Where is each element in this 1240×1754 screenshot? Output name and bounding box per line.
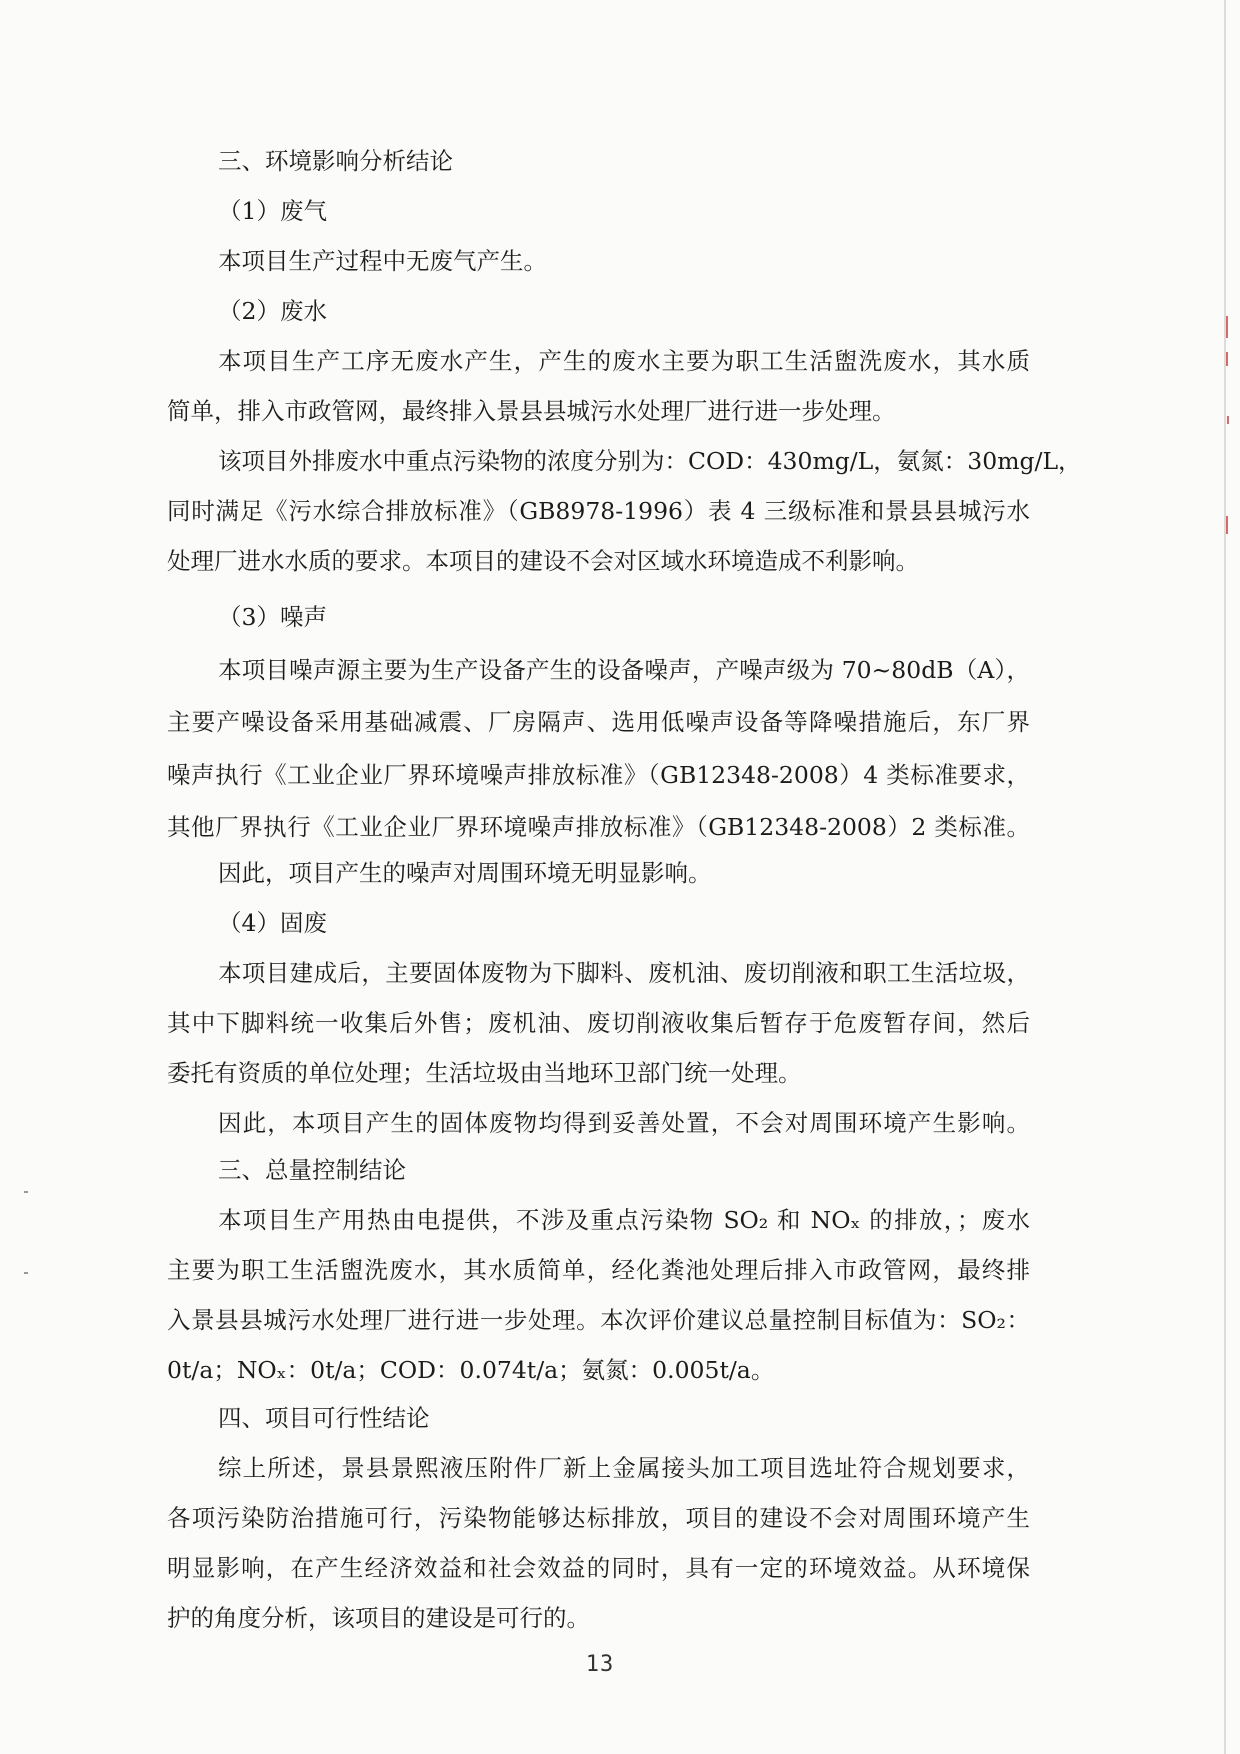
paragraph-line: 主要为职工生活盥洗废水，其水质简单，经化粪池处理后排入市政管网，最终排: [167, 1256, 1030, 1284]
subheading-noise: （3）噪声: [218, 603, 327, 631]
scan-edge: [1224, 0, 1226, 1754]
page-number: 13: [585, 1652, 615, 1677]
scan-mark: [1226, 352, 1228, 366]
section-heading-feasibility: 四、项目可行性结论: [218, 1404, 430, 1432]
paragraph-line: 该项目外排废水中重点污染物的浓度分别为：COD：430mg/L，氨氮：30mg/L，: [218, 447, 1082, 475]
paragraph-line: 本项目生产用热由电提供，不涉及重点污染物 SO₂ 和 NOₓ 的排放，；废水: [218, 1206, 1030, 1234]
scan-mark: [1227, 416, 1229, 424]
paragraph-line: 主要产噪设备采用基础减震、厂房隔声、选用低噪声设备等降噪措施后，东厂界: [167, 708, 1030, 736]
paragraph-line: 其中下脚料统一收集后外售；废机油、废切削液收集后暂存于危废暂存间，然后: [167, 1009, 1030, 1037]
paragraph-line: 委托有资质的单位处理；生活垃圾由当地环卫部门统一处理。: [167, 1059, 802, 1087]
paragraph-line: 因此，项目产生的噪声对周围环境无明显影响。: [218, 859, 712, 887]
section-heading-total-control: 三、总量控制结论: [218, 1156, 406, 1184]
paragraph-line: 0t/a；NOₓ：0t/a；COD：0.074t/a；氨氮：0.005t/a。: [167, 1356, 775, 1384]
paragraph-line: 明显影响，在产生经济效益和社会效益的同时，具有一定的环境效益。从环境保: [167, 1554, 1030, 1582]
paragraph-line: 因此，本项目产生的固体废物均得到妥善处置，不会对周围环境产生影响。: [218, 1109, 1030, 1137]
paragraph-line: 简单，排入市政管网，最终排入景县县城污水处理厂进行进一步处理。: [167, 397, 896, 425]
subheading-waste-gas: （1）废气: [218, 197, 327, 225]
paragraph-line: 噪声执行《工业企业厂界环境噪声排放标准》（GB12348-2008）4 类标准要求，: [167, 761, 1030, 789]
paragraph-line: 各项污染防治措施可行，污染物能够达标排放，项目的建设不会对周围环境产生: [167, 1504, 1030, 1532]
section-heading-impact: 三、环境影响分析结论: [218, 147, 453, 175]
paragraph-line: 同时满足《污水综合排放标准》（GB8978-1996）表 4 三级标准和景县县城污水: [167, 497, 1030, 525]
paragraph-line: 本项目生产过程中无废气产生。: [218, 247, 547, 275]
paragraph-line: 护的角度分析，该项目的建设是可行的。: [167, 1604, 590, 1632]
paragraph-line: 本项目建成后，主要固体废物为下脚料、废机油、废切削液和职工生活垃圾，: [218, 959, 1030, 987]
scan-speck: [24, 1191, 28, 1193]
scan-mark: [1226, 316, 1228, 338]
scan-speck: [24, 1272, 28, 1274]
subheading-solid-waste: （4）固废: [218, 909, 327, 937]
paragraph-line: 其他厂界执行《工业企业厂界环境噪声排放标准》（GB12348-2008）2 类标准。: [167, 813, 1030, 841]
scan-mark: [1226, 516, 1228, 534]
paragraph-line: 入景县县城污水处理厂进行进一步处理。本次评价建议总量控制目标值为：SO₂：: [167, 1306, 1030, 1334]
paragraph-line: 本项目噪声源主要为生产设备产生的设备噪声，产噪声级为 70~80dB（A），: [218, 656, 1030, 684]
subheading-wastewater: （2）废水: [218, 297, 327, 325]
paragraph-line: 本项目生产工序无废水产生，产生的废水主要为职工生活盥洗废水，其水质: [218, 347, 1030, 375]
paragraph-line: 综上所述，景县景熙液压附件厂新上金属接头加工项目选址符合规划要求，: [218, 1454, 1030, 1482]
paragraph-line: 处理厂进水水质的要求。本项目的建设不会对区域水环境造成不利影响。: [167, 547, 919, 575]
